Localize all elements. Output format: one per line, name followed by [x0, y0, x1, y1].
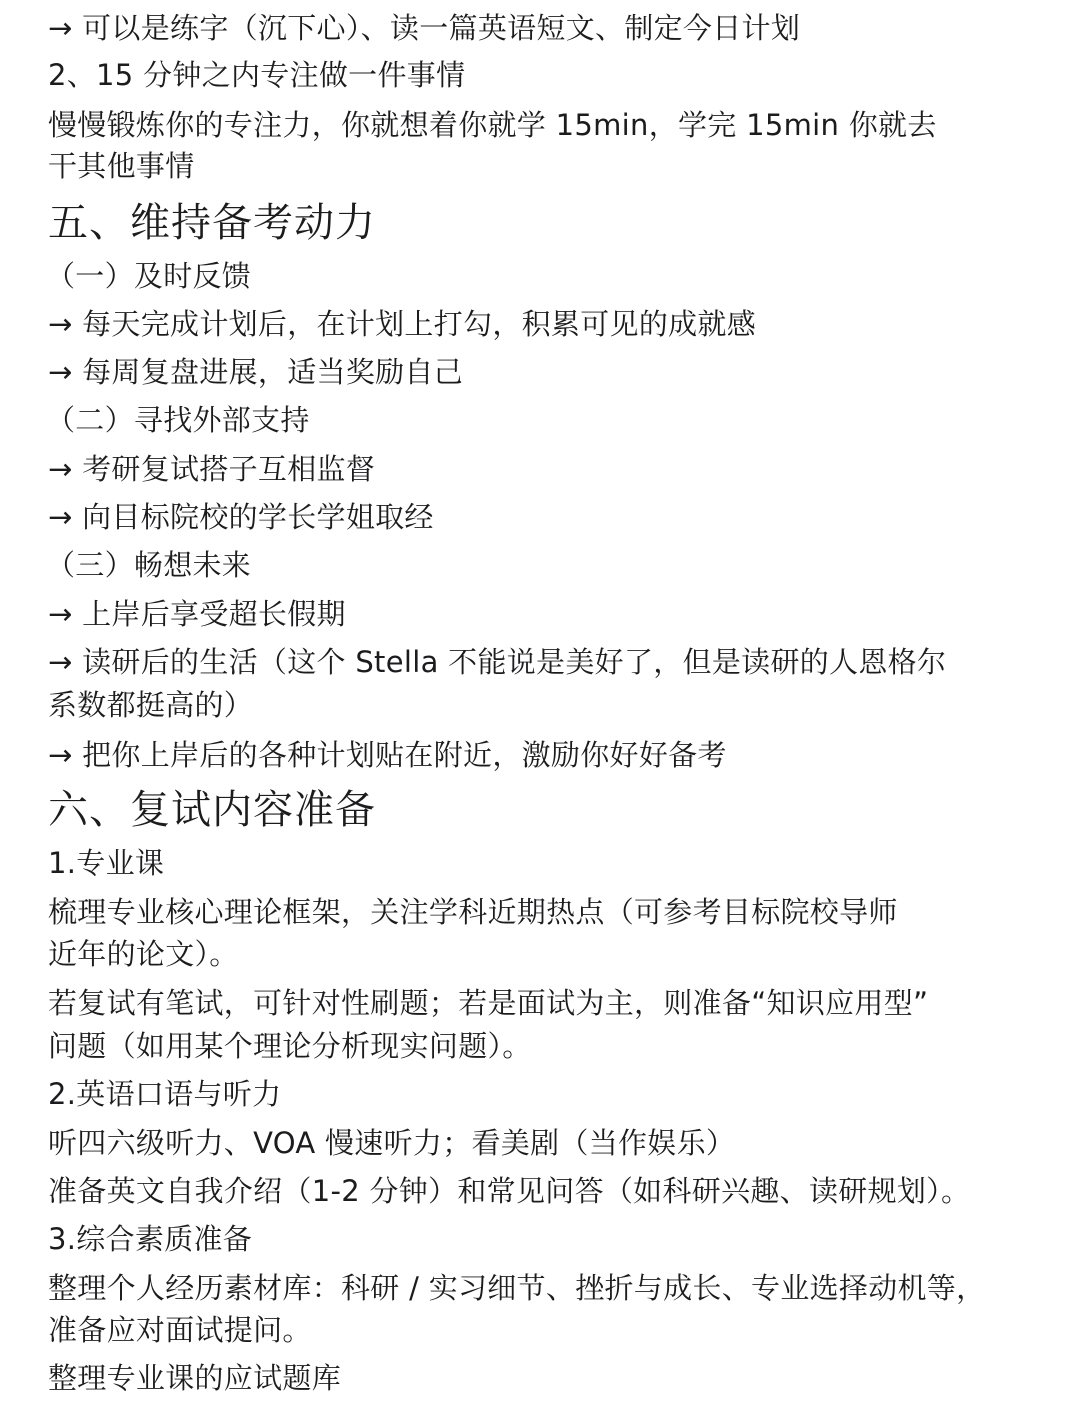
text-line-grad-life-2: 系数都挺高的） [48, 688, 254, 722]
text-line-experience-2: 准备应对面试提问。 [48, 1313, 312, 1347]
text-line-written-test-1: 若复试有笔试，可针对性刷题；若是面试为主，则准备“知识应用型” [48, 986, 929, 1020]
section-heading-retest-prep: 六、复试内容准备 [48, 787, 376, 833]
text-line-study-partner: → 考研复试搭子互相监督 [48, 452, 376, 486]
text-line-seniors-advice: → 向目标院校的学长学姐取经 [48, 500, 434, 534]
text-line-long-holiday: → 上岸后享受超长假期 [48, 597, 346, 631]
text-line-focus-desc-2: 干其他事情 [48, 149, 195, 183]
text-line-major-desc-2: 近年的论文）。 [48, 937, 239, 971]
subheading-overall-quality: 3.综合素质准备 [48, 1222, 253, 1256]
text-line-post-plans: → 把你上岸后的各种计划贴在附近，激励你好好备考 [48, 738, 727, 772]
subheading-external-support: （二）寻找外部支持 [46, 403, 310, 437]
text-line-question-bank: 整理专业课的应试题库 [48, 1361, 342, 1395]
text-line-focus-desc-1: 慢慢锻炼你的专注力，你就想着你就学 15min，学完 15min 你就去 [48, 108, 937, 142]
text-line-self-intro: 准备英文自我介绍（1-2 分钟）和常见问答（如科研兴趣、读研规划）。 [48, 1174, 971, 1208]
text-line-daily-checklist: → 每天完成计划后，在计划上打勾，积累可见的成就感 [48, 307, 757, 341]
text-line-focus-15min: 2、15 分钟之内专注做一件事情 [48, 58, 466, 92]
subheading-imagine-future: （三）畅想未来 [46, 548, 252, 582]
section-heading-motivation: 五、维持备考动力 [48, 200, 376, 246]
subheading-major-course: 1.专业课 [48, 846, 165, 880]
text-line-weekly-review: → 每周复盘进展，适当奖励自己 [48, 355, 464, 389]
text-line-written-test-2: 问题（如用某个理论分析现实问题）。 [48, 1029, 532, 1063]
subheading-english: 2.英语口语与听力 [48, 1077, 282, 1111]
text-line-experience-1: 整理个人经历素材库：科研 / 实习细节、挫折与成长、专业选择动机等， [48, 1271, 986, 1305]
text-line-listening: 听四六级听力、VOA 慢速听力；看美剧（当作娱乐） [48, 1126, 736, 1160]
subheading-feedback: （一）及时反馈 [46, 259, 252, 293]
text-line-major-desc-1: 梳理专业核心理论框架，关注学科近期热点（可参考目标院校导师 [48, 895, 898, 929]
text-line-arrow-practice: → 可以是练字（沉下心）、读一篇英语短文、制定今日计划 [48, 11, 801, 45]
text-line-grad-life-1: → 读研后的生活（这个 Stella 不能说是美好了，但是读研的人恩格尔 [48, 645, 947, 679]
